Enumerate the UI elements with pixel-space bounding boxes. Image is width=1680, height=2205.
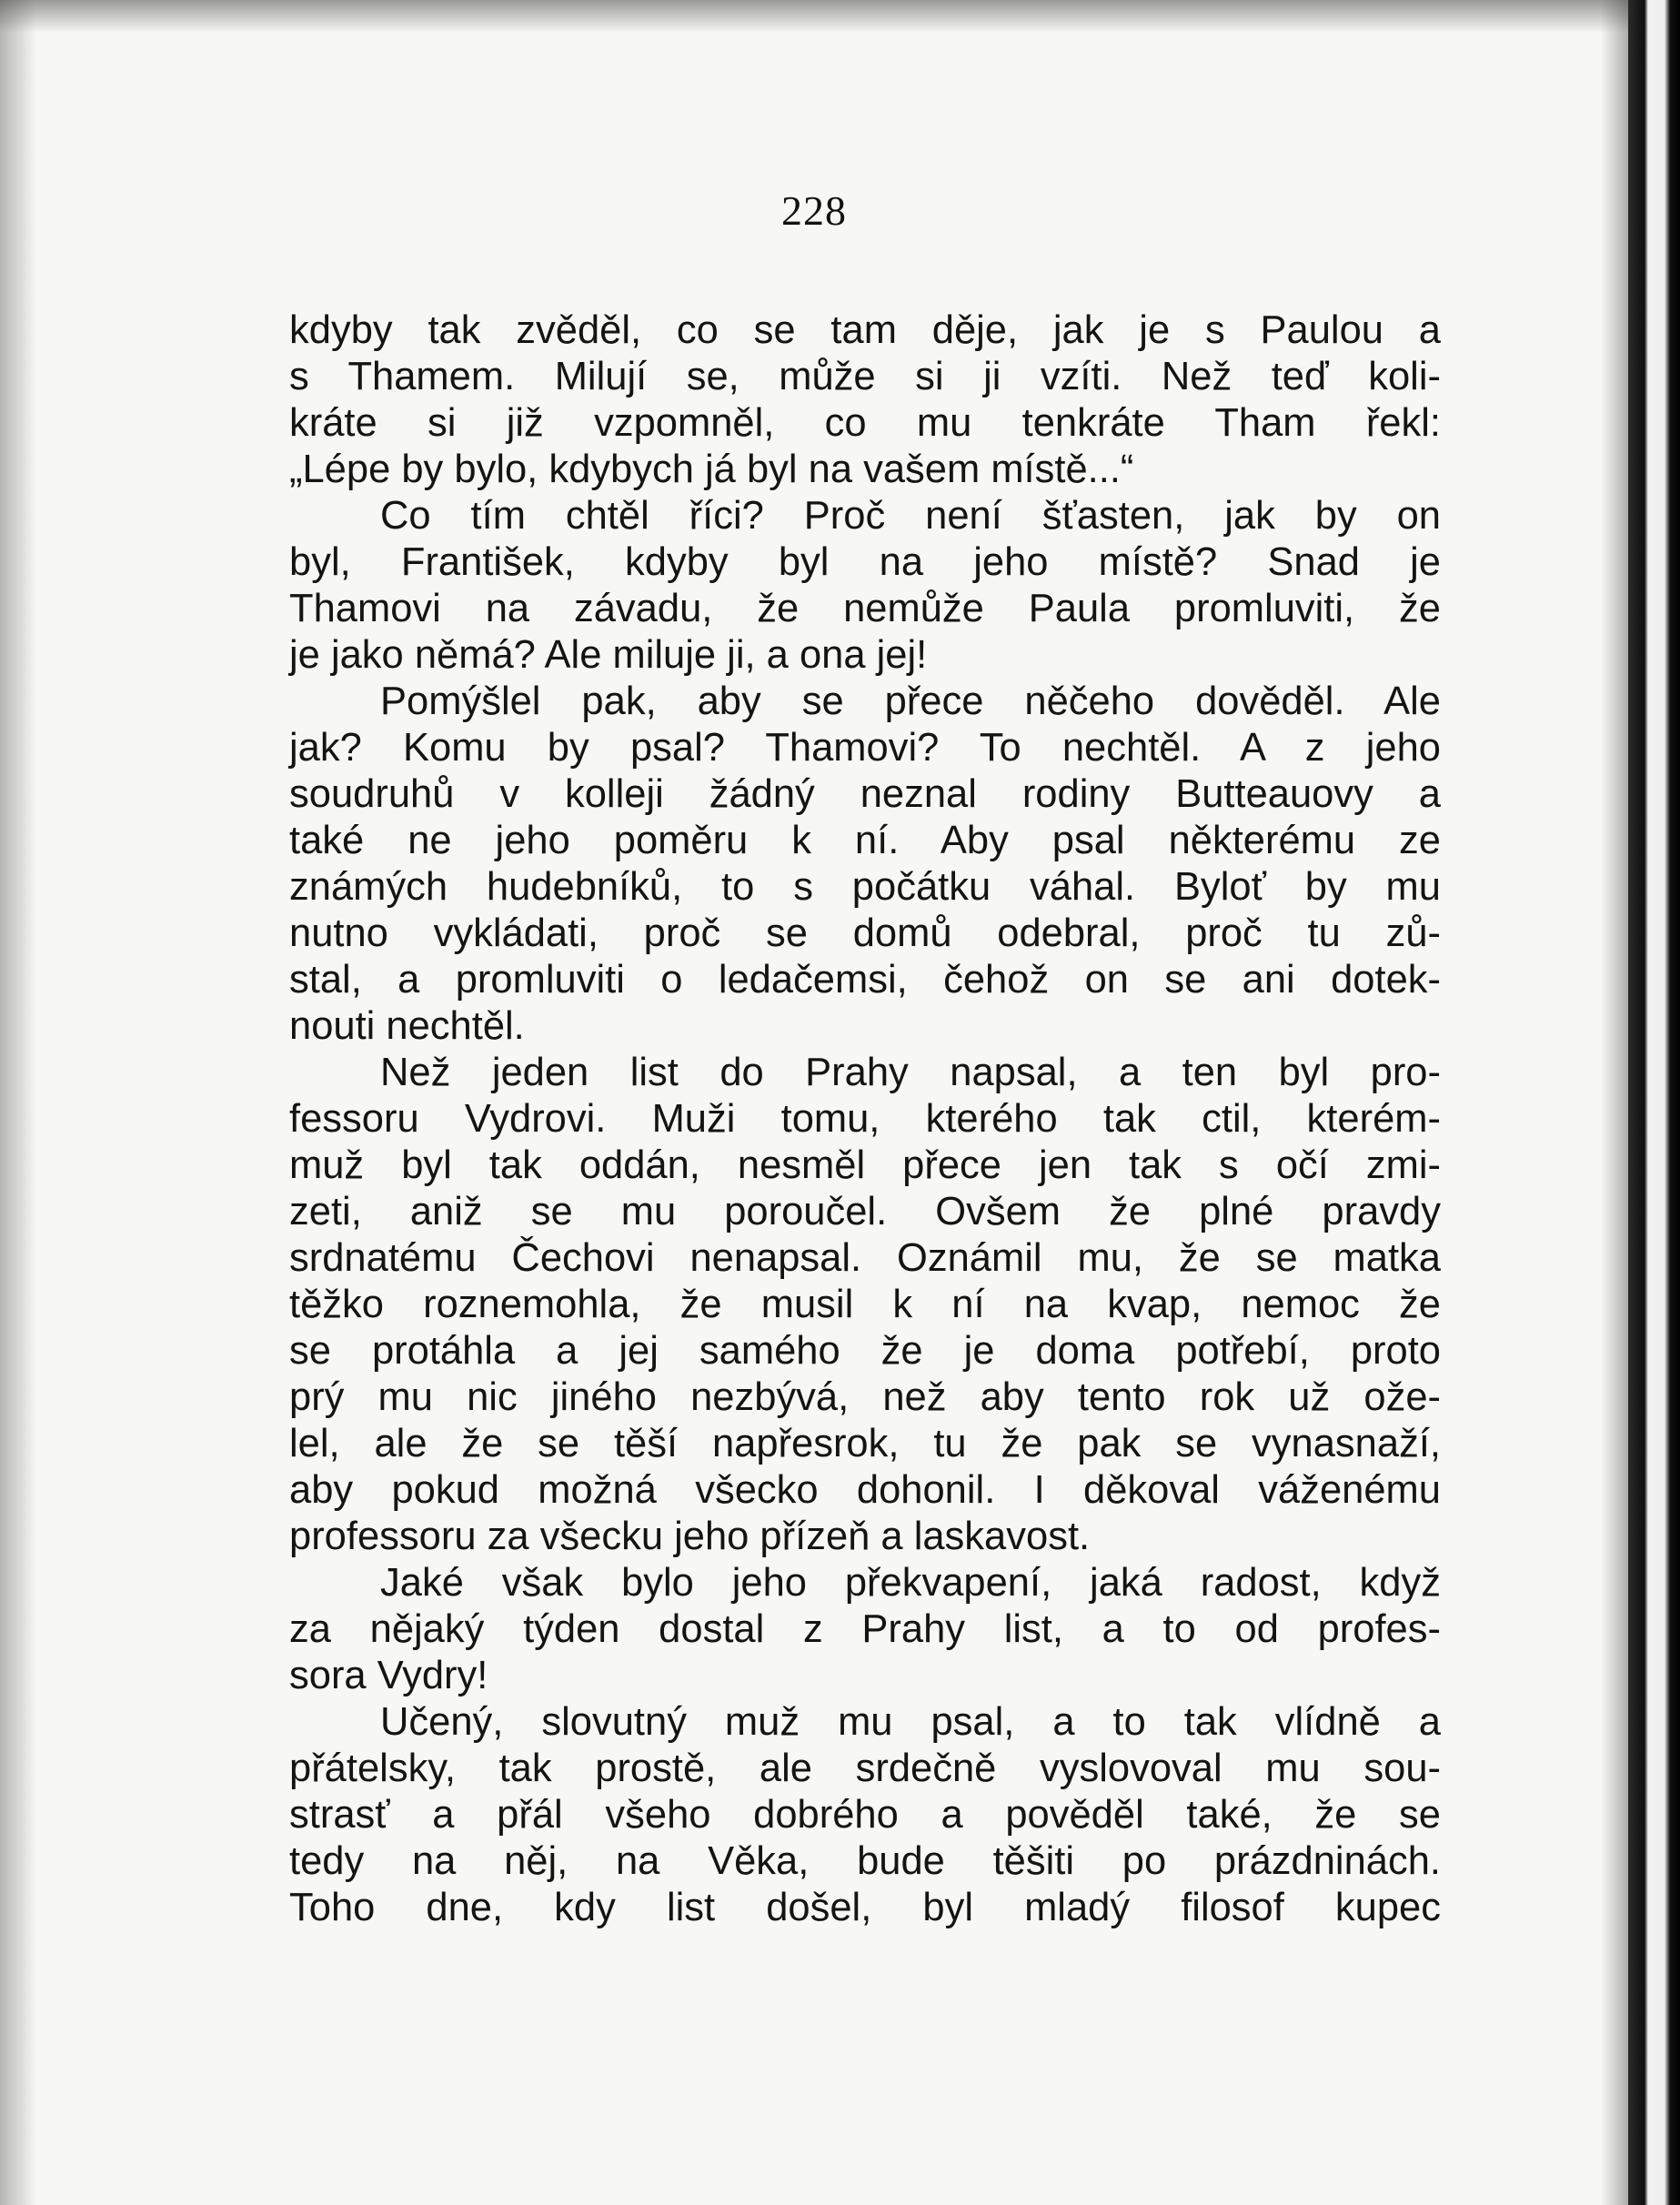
text-line: přátelsky, tak prostě, ale srdečně vyslovoval mu sou- xyxy=(289,1747,1441,1790)
text-line: strasť a přál všeho dobrého a pověděl také, že se xyxy=(289,1793,1441,1837)
text-line: byl, František, kdyby byl na jeho místě? Snad je xyxy=(289,540,1441,584)
text-line: kráte si již vzpomněl, co mu tenkráte Tham řekl: xyxy=(289,401,1441,445)
text-line: se protáhla a jej samého že je doma potřebí, proto xyxy=(289,1329,1441,1373)
page-number: 228 xyxy=(781,187,847,234)
page-edge-shadow-left xyxy=(0,0,36,2205)
text-line: zeti, aniž se mu poroučel. Ovšem že plné pravdy xyxy=(289,1190,1441,1233)
text-line: muž byl tak oddán, nesměl přece jen tak s očí zmi- xyxy=(289,1143,1441,1187)
text-line: srdnatému Čechovi nenapsal. Oznámil mu, že se matka xyxy=(289,1236,1441,1280)
text-line: jak? Komu by psal? Thamovi? To nechtěl. A z jeho xyxy=(289,726,1441,770)
text-line: soudruhů v kolleji žádný neznal rodiny Butteauovy a xyxy=(289,772,1441,816)
text-line: Toho dne, kdy list došel, byl mladý filosof kupec xyxy=(289,1886,1441,1929)
book-spine-edge xyxy=(1628,0,1680,2205)
page-edge-shadow-top xyxy=(0,0,1628,33)
text-line: Pomýšlel pak, aby se přece něčeho dověděl. Ale xyxy=(380,680,1441,723)
text-line: sora Vydry! xyxy=(289,1654,488,1697)
text-line: tedy na něj, na Věka, bude těšiti po prázdninách. xyxy=(289,1839,1441,1883)
text-line: stal, a promluviti o ledačemsi, čehož on se ani dotek- xyxy=(289,958,1441,1002)
text-line: nutno vykládati, proč se domů odebral, proč tu zů- xyxy=(289,911,1441,955)
text-line: professoru za všecku jeho přízeň a laskavost. xyxy=(289,1515,1091,1558)
text-line: prý mu nic jiného nezbývá, než aby tento rok už ože- xyxy=(289,1375,1441,1419)
text-line: Jaké však bylo jeho překvapení, jaká radost, když xyxy=(380,1561,1441,1605)
text-line: Učený, slovutný muž mu psal, a to tak vlídně a xyxy=(380,1700,1441,1744)
text-line: za nějaký týden dostal z Prahy list, a to od profes- xyxy=(289,1607,1441,1651)
text-line: lel, ale že se těší napřesrok, tu že pak se vynasnaží, xyxy=(289,1422,1441,1465)
text-line: nouti nechtěl. xyxy=(289,1004,525,1048)
text-line: známých hudebníků, to s počátku váhal. Byloť by mu xyxy=(289,865,1441,909)
text-line: je jako němá? Ale miluje ji, a ona jej! xyxy=(289,633,928,677)
text-line: s Thamem. Milují se, může si ji vzíti. Než teď koli- xyxy=(289,355,1441,398)
text-line: také ne jeho poměru k ní. Aby psal některému ze xyxy=(289,819,1441,862)
text-line: fessoru Vydrovi. Muži tomu, kterého tak ctil, kterém- xyxy=(289,1097,1441,1141)
text-line: těžko roznemohla, že musil k ní na kvap, nemoc že xyxy=(289,1283,1441,1326)
text-line: aby pokud možná všecko dohonil. I děkoval váženému xyxy=(289,1468,1441,1512)
body-text xyxy=(289,307,1441,1931)
text-line: Thamovi na závadu, že nemůže Paula promluviti, že xyxy=(289,587,1441,630)
page-edge-shadow-right xyxy=(1601,0,1628,2205)
text-line: „Lépe by bylo, kdybych já byl na vašem místě...“ xyxy=(289,448,1134,491)
text-line: kdyby tak zvěděl, co se tam děje, jak je s Paulou a xyxy=(289,308,1441,352)
text-line: Než jeden list do Prahy napsal, a ten byl pro- xyxy=(380,1051,1441,1094)
text-line: Co tím chtěl říci? Proč není šťasten, jak by on xyxy=(380,494,1441,538)
